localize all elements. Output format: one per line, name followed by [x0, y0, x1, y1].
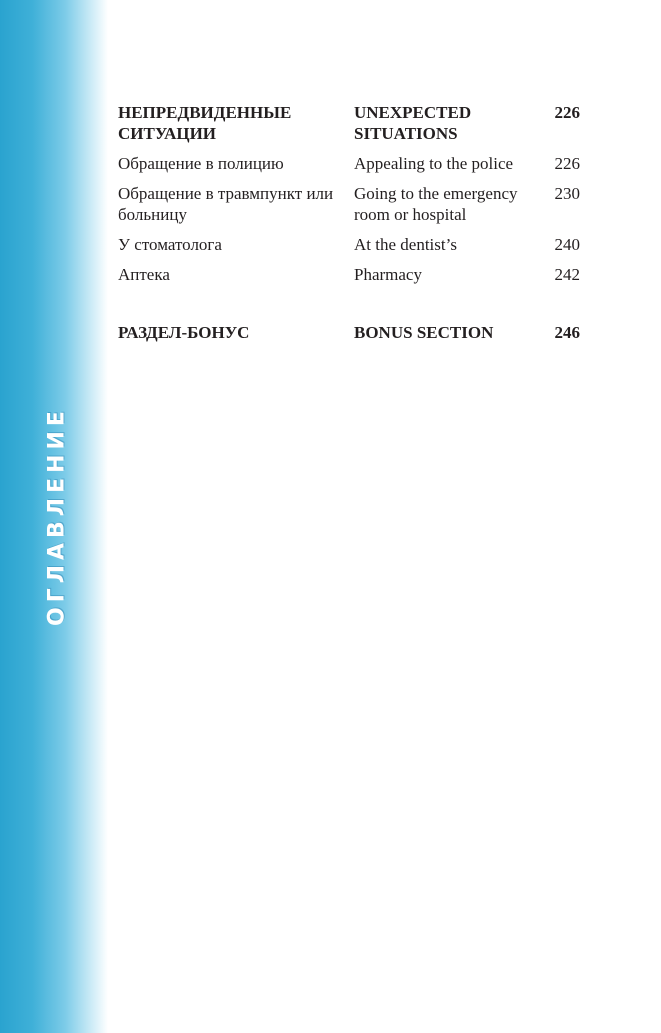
toc-row — [118, 264, 580, 285]
toc-page-number: 242 — [554, 265, 580, 284]
sidebar-band — [0, 0, 108, 1033]
toc-english-title: At the dentist’s — [354, 235, 457, 254]
toc-english-title: Going to the emergency room or hospital — [354, 184, 518, 224]
toc-russian-title: Аптека — [118, 265, 170, 284]
toc-russian-title: У стоматолога — [118, 235, 222, 254]
toc-page-number: 240 — [554, 235, 580, 254]
table-of-contents — [118, 102, 580, 343]
toc-row — [118, 153, 580, 174]
toc-row — [118, 234, 580, 255]
toc-russian-title: Обращение в травмпункт или больницу — [118, 184, 334, 224]
toc-russian-title: НЕПРЕДВИДЕННЫЕ СИТУАЦИИ — [118, 103, 292, 143]
sidebar-title: ОГЛАВЛЕНИЕ — [44, 406, 70, 626]
toc-page-number: 226 — [554, 103, 580, 122]
toc-row — [118, 183, 580, 225]
toc-english-title: UNEXPECTED SITUATIONS — [354, 103, 472, 143]
toc-english-title: Pharmacy — [354, 265, 422, 284]
toc-english-title: BONUS SECTION — [354, 323, 494, 342]
toc-page-number: 230 — [554, 184, 580, 203]
toc-english-title: Appealing to the police — [354, 154, 514, 173]
toc-page-number: 246 — [554, 323, 580, 342]
toc-row-section — [118, 102, 580, 144]
toc-russian-title: РАЗДЕЛ-БОНУС — [118, 323, 250, 342]
toc-row-section — [118, 322, 580, 343]
toc-page-number: 226 — [554, 154, 580, 173]
toc-russian-title: Обращение в полицию — [118, 154, 284, 173]
